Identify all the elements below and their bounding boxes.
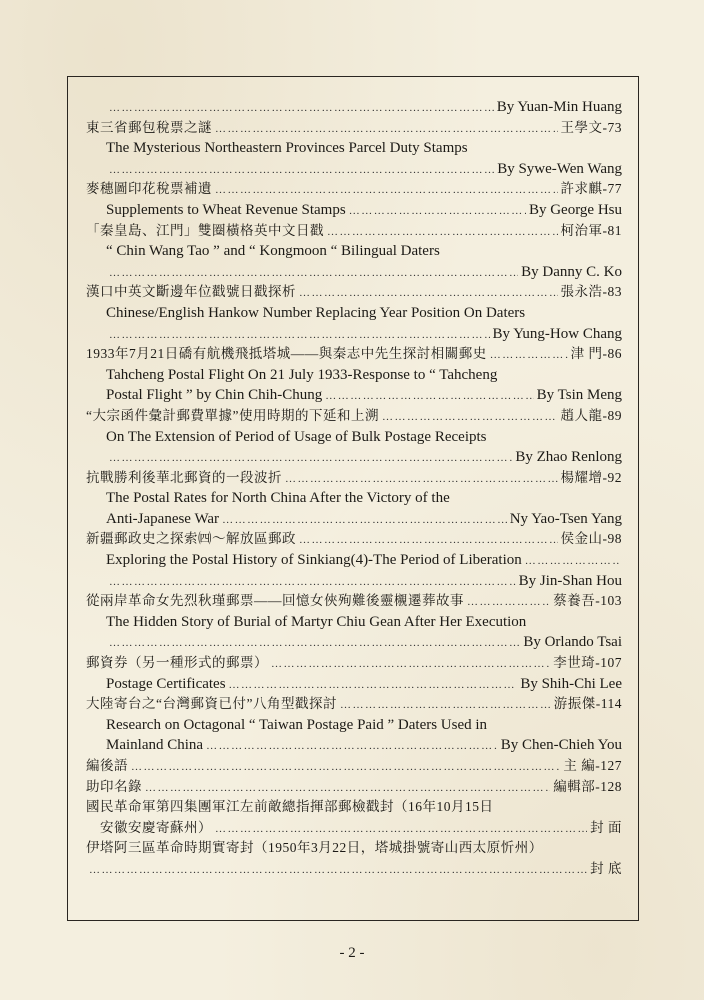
toc-line — [86, 529, 622, 550]
toc-author: By Yuan-Min Huang — [496, 99, 622, 115]
toc-line — [86, 159, 622, 180]
toc-author-page: 主 編-127 — [563, 758, 622, 773]
toc-line-text: The Mysterious Northeastern Provinces Parcel Duty Stamps — [106, 140, 468, 157]
leader-dots — [131, 757, 560, 777]
toc-line — [86, 427, 622, 448]
toc-line-text: The Postal Rates for North China After the Victory of the — [106, 490, 450, 507]
toc-line — [86, 612, 622, 633]
toc-line-text: 國民革命軍第四集團軍江左前敵總指揮部郵檢戳封（16年10月15日 — [86, 799, 494, 815]
toc-line-text: Exploring the Postal History of Sinkiang(4)-The Period of Liberation — [106, 552, 522, 569]
toc-line — [86, 777, 622, 798]
toc-line — [86, 509, 622, 530]
toc-line-text: On The Extension of Period of Usage of Bulk Postage Receipts — [106, 428, 487, 445]
leader-dots — [271, 654, 550, 674]
toc-line — [86, 632, 622, 653]
toc-line — [86, 118, 622, 139]
toc-author-page: 楊耀增-92 — [560, 469, 622, 485]
toc-author: By Zhao Renlong — [515, 449, 622, 466]
toc-author: By Yung-How Chang — [492, 325, 622, 342]
toc-line — [86, 179, 622, 200]
leader-dots — [109, 633, 520, 653]
toc-author: By Tsin Meng — [536, 387, 622, 404]
toc-line-text: 助印名錄 — [86, 778, 142, 794]
toc-line — [86, 344, 622, 365]
toc-line-text: Tahcheng Postal Flight On 21 July 1933-Response to “ Tahcheng — [106, 366, 498, 383]
toc-author-page: 封 面 — [590, 819, 622, 835]
toc-line-text: Anti-Japanese War — [106, 510, 220, 527]
leader-dots — [299, 530, 558, 550]
leader-dots — [467, 592, 550, 612]
toc-author-page: 侯金山-98 — [560, 531, 622, 547]
toc-line-text: “ Chin Wang Tao ” and “ Kongmoon “ Bilingual Daters — [106, 243, 440, 260]
leader-dots — [215, 119, 558, 139]
leader-dots — [109, 325, 490, 345]
toc-line — [86, 262, 622, 283]
toc-line-text: 編後語 — [86, 758, 128, 773]
toc-author-page: 封 底 — [590, 860, 622, 876]
toc-line — [86, 97, 622, 118]
toc-line — [86, 468, 622, 489]
toc-line — [86, 138, 622, 159]
leader-dots — [285, 469, 558, 489]
leader-dots — [215, 180, 558, 200]
toc-line-text: 漢口中英文斷邊年位戳號日戳探析 — [86, 284, 296, 300]
toc-author-page: 李世琦-107 — [553, 655, 622, 671]
leader-dots — [109, 263, 518, 283]
toc-line-text: Postage Certificates — [106, 675, 226, 692]
toc-author-page: 游振傑-114 — [553, 696, 622, 712]
toc-line — [86, 550, 622, 571]
toc-line — [86, 324, 622, 345]
leader-dots — [89, 860, 587, 880]
toc-line — [86, 715, 622, 736]
toc-line-text: Chinese/English Hankow Number Replacing Year Position On Daters — [106, 304, 526, 321]
page-number: - 2 - — [339, 945, 365, 961]
leader-dots — [109, 98, 494, 118]
toc-author-page: 張永浩-83 — [560, 284, 622, 300]
toc-line-text: Research on Octagonal “ Taiwan Postage Paid ” Daters Used in — [106, 716, 488, 733]
toc-line — [86, 571, 622, 592]
toc-line — [86, 797, 622, 818]
toc-line-text: 從兩岸革命女先烈秋瑾郵票——回憶女俠殉難後靈櫬遷葬故事 — [86, 593, 464, 609]
toc-line-text: Postal Flight ” by Chin Chih-Chung — [106, 387, 323, 404]
toc-line — [86, 488, 622, 509]
toc-author: By Orlando Tsai — [523, 634, 622, 651]
toc-author-page: 柯治軍-81 — [560, 222, 622, 238]
toc-line-text: 大陸寄台之“台灣郵資已付”八角型戳探討 — [86, 696, 337, 712]
toc-line-text: Mainland China — [106, 737, 204, 754]
leader-dots — [349, 201, 526, 221]
toc-line-text: 麥穗圖印花稅票補遺 — [86, 181, 212, 197]
leader-dots — [525, 551, 619, 571]
toc-author: By George Hsu — [528, 201, 622, 218]
toc-author-page: 許求麒-77 — [560, 181, 622, 197]
leader-dots — [229, 675, 518, 695]
toc-line — [86, 406, 622, 427]
toc-line-text: “大宗函件彙計郵費單據”使用時期的下延和上溯 — [86, 407, 379, 423]
toc-line — [86, 838, 622, 859]
leader-dots — [490, 345, 568, 365]
table-of-contents-list — [86, 97, 622, 880]
toc-line-text: 「秦皇島、江門」雙圈橫格英中文日戳 — [86, 222, 324, 238]
toc-author-page: 趙人龍-89 — [560, 407, 622, 423]
toc-author: By Danny C. Ko — [521, 263, 622, 280]
toc-author-page: 津 門-86 — [570, 346, 622, 362]
toc-line-text: 郵資券（另一種形式的郵票） — [86, 655, 268, 671]
leader-dots — [215, 819, 587, 839]
toc-author: By Shih-Chi Lee — [520, 675, 622, 692]
leader-dots — [145, 778, 550, 798]
toc-line — [86, 385, 622, 406]
leader-dots — [327, 222, 558, 242]
toc-line — [86, 200, 622, 221]
toc-line — [86, 447, 622, 468]
toc-line — [86, 303, 622, 324]
leader-dots — [382, 407, 558, 427]
toc-author-page: 蔡養吾-103 — [553, 593, 622, 609]
leader-dots — [109, 572, 516, 592]
leader-dots — [340, 695, 551, 715]
toc-line — [86, 241, 622, 262]
toc-author: By Chen-Chieh You — [500, 737, 622, 754]
toc-line — [86, 365, 622, 386]
table-of-contents-frame — [67, 76, 639, 921]
toc-line-text: Supplements to Wheat Revenue Stamps — [106, 201, 346, 218]
toc-line-text: 伊塔阿三區革命時期實寄封（1950年3月22日，塔城掛號寄山西太原忻州） — [86, 840, 543, 856]
toc-line-text: 東三省郵包稅票之謎 — [86, 119, 212, 135]
toc-author: By Jin-Shan Hou — [518, 572, 622, 589]
toc-line — [86, 859, 622, 880]
toc-line — [86, 221, 622, 242]
toc-line-text: 新疆郵政史之探索㈣～解放區郵政 — [86, 531, 296, 547]
toc-line — [86, 756, 622, 777]
toc-line-text: 1933年7月21日礄有航機飛抵塔城——與秦志中先生探討相關郵史 — [86, 346, 487, 362]
toc-line — [86, 735, 622, 756]
toc-line — [86, 653, 622, 674]
toc-author-page: 王學文-73 — [560, 119, 622, 135]
leader-dots — [206, 736, 498, 756]
leader-dots — [109, 448, 512, 468]
leader-dots — [325, 386, 533, 406]
toc-line — [86, 591, 622, 612]
leader-dots — [222, 510, 507, 530]
leader-dots — [299, 283, 558, 303]
toc-line-text: 安徽安慶寄蘇州） — [100, 819, 212, 835]
toc-line — [86, 674, 622, 695]
toc-line-text: The Hidden Story of Burial of Martyr Chiu Gean After Her Execution — [106, 613, 527, 630]
toc-line — [86, 694, 622, 715]
toc-line — [86, 282, 622, 303]
toc-line-text: 抗戰勝利後華北郵資的一段波折 — [86, 469, 282, 485]
toc-line — [86, 818, 622, 839]
toc-author: Ny Yao-Tsen Yang — [509, 510, 622, 527]
toc-author-page: 編輯部-128 — [553, 778, 622, 794]
toc-author: By Sywe-Wen Wang — [497, 160, 622, 177]
leader-dots — [109, 160, 494, 180]
